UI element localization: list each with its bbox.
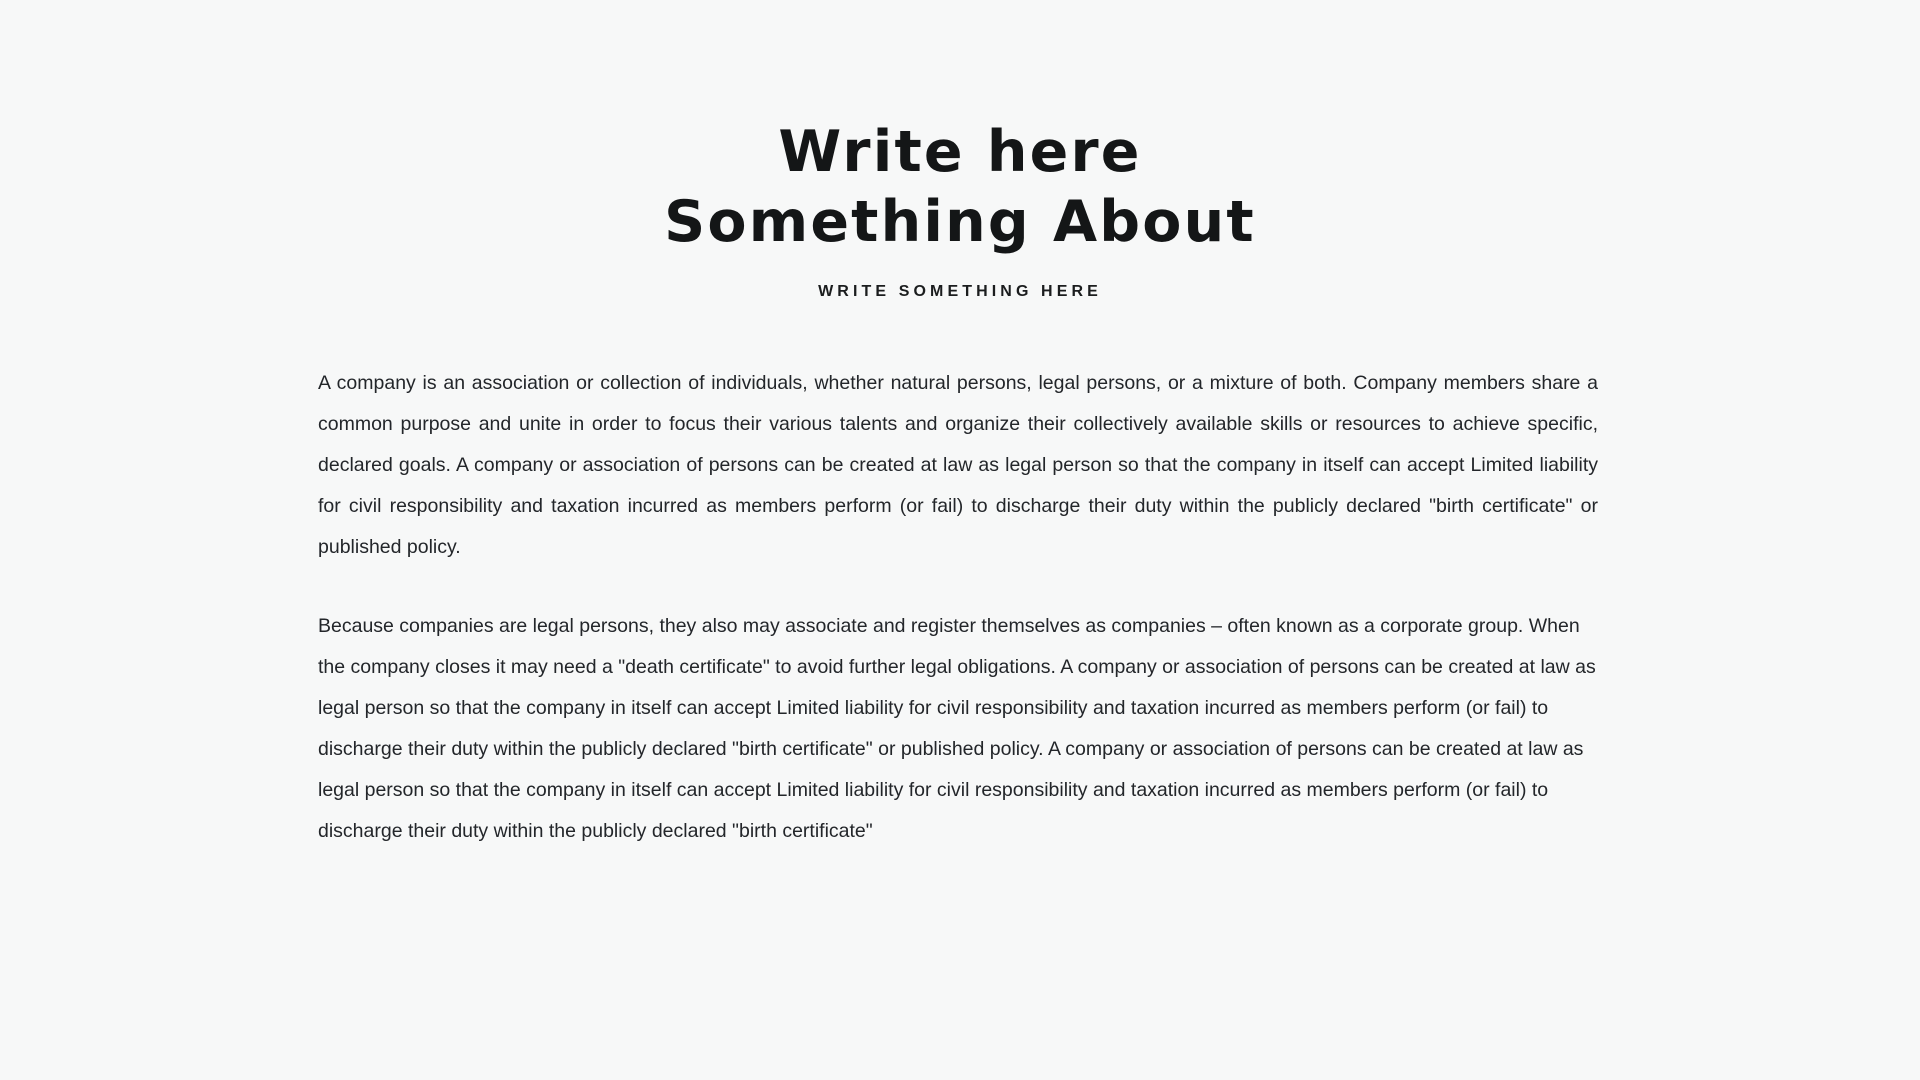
body-paragraph-1: A company is an association or collection of individuals, whether natural persons, legal persons, or a mixture of both. Company members share a common purpose and unite in order to focus their various talents and organize their collectively available skills or resources to achieve specific, declared goals. A company or association of persons can be created at law as legal person so that the company in itself can accept Limited liability for civil responsibility and taxation incurred as members perform (or fail) to discharge their duty within the publicly declared "birth certificate" or published policy.	[318, 372, 1598, 559]
body-paragraph-2: Because companies are legal persons, they also may associate and register themselves as companies – often known as a corporate group. When the company closes it may need a "death certificate" to avoid further legal obligations. A company or association of persons can be created at law as legal person so that the company in itself can accept Limited liability for civil responsibility and taxation incurred as members perform (or fail) to discharge their duty within the publicly declared "birth certificate" or published policy. A company or association of persons can be created at law as legal person so that the company in itself can accept Limited liability for civil responsibility and taxation incurred as members perform (or fail) to discharge their duty within the publicly declared "birth certificate"	[318, 615, 1596, 843]
page-subtitle: WRITE SOMETHING HERE	[818, 283, 1102, 301]
title-block	[0, 0, 1920, 301]
body-text-block	[160, 363, 1760, 852]
page-title-line-2: Something About	[664, 188, 1256, 255]
page-title-line-1: Write here	[778, 119, 1142, 185]
